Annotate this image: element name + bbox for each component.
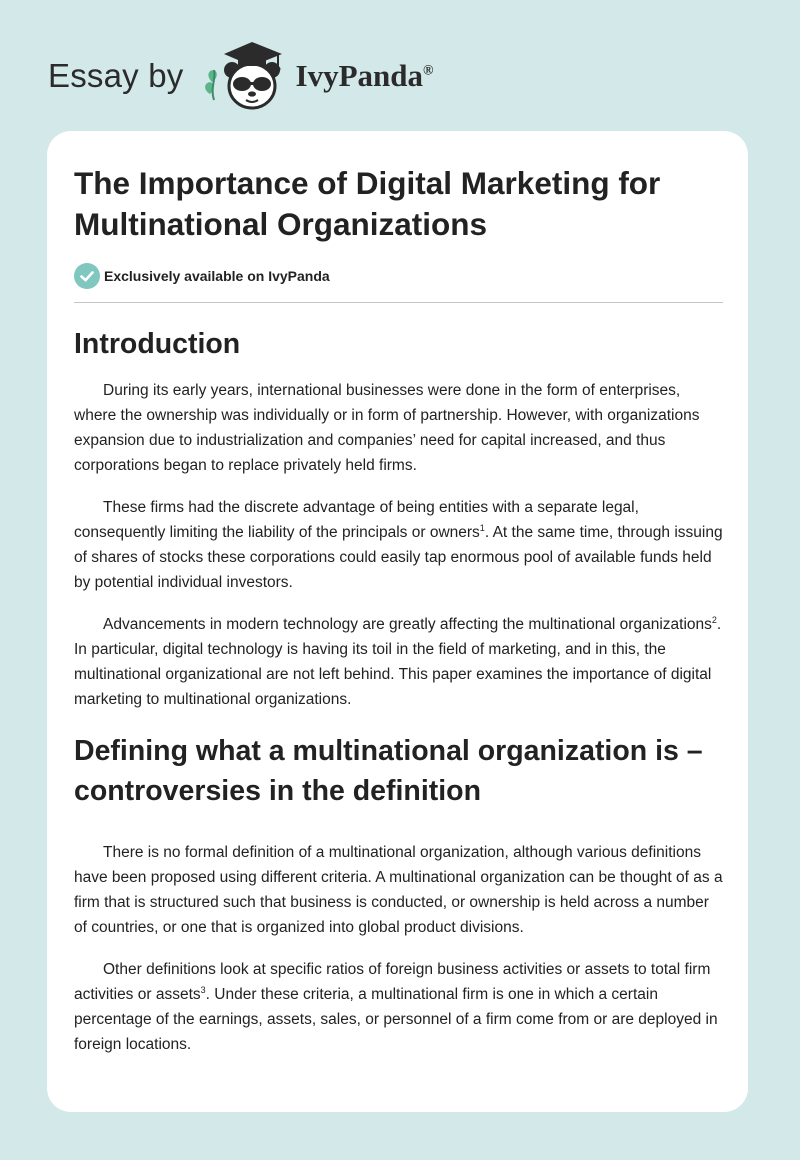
- essay-card: [47, 131, 748, 1112]
- footnote-ref[interactable]: 3: [200, 985, 206, 995]
- divider: [74, 302, 723, 303]
- section-heading-introduction: Introduction: [74, 328, 241, 360]
- footnote-ref[interactable]: 2: [711, 615, 717, 625]
- exclusive-badge: [74, 263, 723, 289]
- paragraph: These firms had the discrete advantage of being entities with a separate legal, consequently limiting the liability of the principals or owners$^1$. At the same time, through issuing of shares of stocks these corporations could easily tap enormous pool of available funds held by potential individual investors.: [74, 499, 723, 591]
- paragraph: There is no formal definition of a multinational organization, although various definitions have been proposed using different criteria. A multinational organization can be thought of as a firm that is structured such that business is conducted, or ownership is held across a number of countries, or one that is organized into global product divisions.: [74, 844, 723, 936]
- footnote-ref[interactable]: 1: [479, 523, 485, 533]
- paragraph: Other definitions look at specific ratios of foreign business activities or assets to total firm activities or assets$^3$. Under these criteria, a multinational firm is one in which a certain percentage of the earnings, assets, sales, or personnel of a firm come from or are deployed in foreign locations.: [74, 961, 718, 1053]
- brand-prefix: Essay by: [48, 57, 184, 94]
- essay-content: [74, 163, 723, 1057]
- badge-text: Exclusively available on IvyPanda: [104, 268, 330, 284]
- paragraph: Advancements in modern technology are greatly affecting the multinational organizations$^2$. In particular, digital technology is having its toil in the field of marketing, and in this, the multinational organizational are not left behind. This paper examines the importance of digital marketing to multinational organizations.: [74, 615, 722, 708]
- page-title: The Importance of Digital Marketing for Multinational Organizations: [74, 165, 661, 242]
- paragraph: During its early years, international businesses were done in the form of enterprises, where the ownership was individually or in form of partnership. However, with organizations expansion due to industrialization and companies’ need for capital increased, and thus corporations began to replace privately held firms.: [74, 382, 700, 474]
- check-circle-icon: [74, 263, 100, 289]
- section-heading-definition: Defining what a multinational organization is – controversies in the definition: [74, 735, 703, 807]
- brand-header: [48, 36, 433, 116]
- brand-name: IvyPanda®: [295, 58, 434, 93]
- panda-logo-icon[interactable]: [198, 36, 294, 116]
